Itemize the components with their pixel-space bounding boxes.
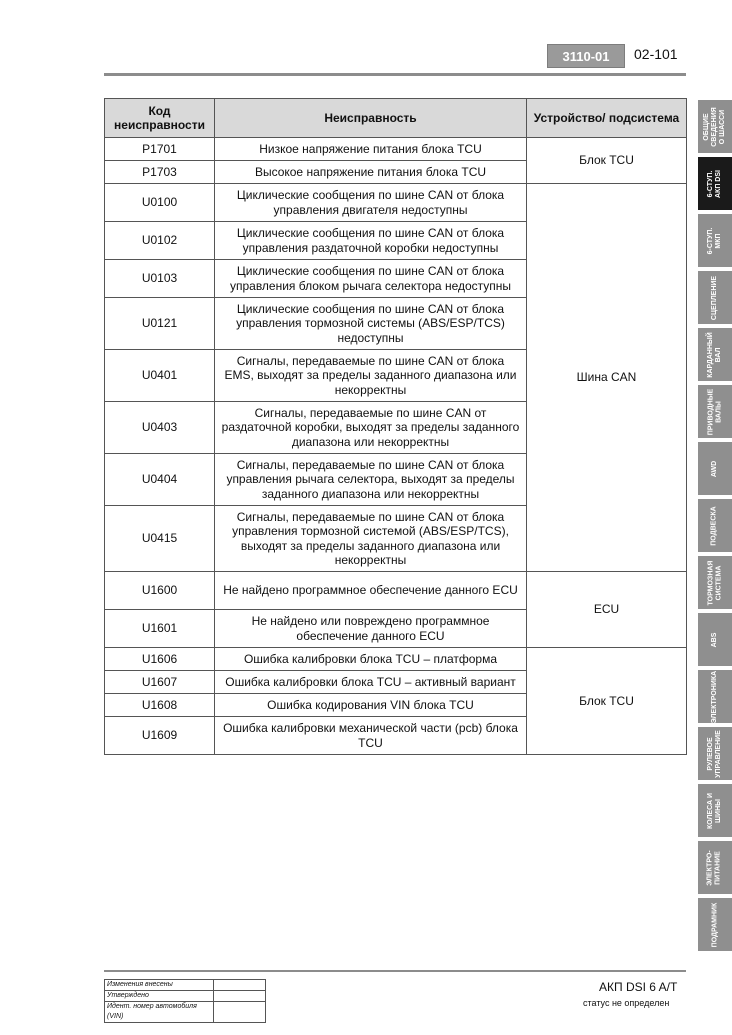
fault-description: Низкое напряжение питания блока TCU bbox=[215, 138, 527, 161]
footer-model: АКП DSI 6 A/T bbox=[599, 980, 678, 994]
fault-code: P1701 bbox=[105, 138, 215, 161]
fault-code: U1600 bbox=[105, 572, 215, 610]
side-tab-label: 6-СТУП. МКП bbox=[707, 227, 722, 254]
side-tab-label: ПОДРАМНИК bbox=[711, 902, 719, 947]
side-tab-label: ЭЛЕКТРО- ПИТАНИЕ bbox=[707, 849, 722, 886]
table-row bbox=[105, 648, 687, 671]
approval-value bbox=[214, 980, 266, 991]
side-tab-label: ABS bbox=[711, 632, 718, 647]
fault-code: U0404 bbox=[105, 454, 215, 506]
side-tab-suspension[interactable] bbox=[698, 499, 732, 552]
side-tab-power-supply[interactable] bbox=[698, 841, 732, 894]
fault-description: Не найдено или повреждено программное обеспечение данного ECU bbox=[215, 610, 527, 648]
fault-code: U0403 bbox=[105, 402, 215, 454]
fault-code: U0100 bbox=[105, 184, 215, 222]
side-tab-label: ПРИВОДНЫЕ ВАЛЫ bbox=[707, 388, 722, 435]
subsystem-cell: ECU bbox=[527, 572, 687, 648]
side-tab-abs[interactable] bbox=[698, 613, 732, 666]
fault-code-table bbox=[104, 98, 687, 755]
side-tab-subframe[interactable] bbox=[698, 898, 732, 951]
header-rule bbox=[104, 73, 686, 76]
side-tab-clutch[interactable] bbox=[698, 271, 732, 324]
approval-label: Идент. номер автомобиля (VIN) bbox=[105, 1002, 214, 1023]
table-row bbox=[105, 184, 687, 222]
side-tab-brake-system[interactable] bbox=[698, 556, 732, 609]
fault-description: Сигналы, передаваемые по шине CAN от блока управления тормозной системой (ABS/ESP/TCS), выходят за пределы заданного диапазона или некорректны bbox=[215, 506, 527, 572]
fault-description: Не найдено программное обеспечение данного ECU bbox=[215, 572, 527, 610]
approval-value bbox=[214, 1002, 266, 1023]
fault-description: Сигналы, передаваемые по шине CAN от блока EMS, выходят за пределы заданного диапазона или некорректны bbox=[215, 350, 527, 402]
fault-description: Циклические сообщения по шине CAN от блока управления блоком рычага селектора недоступны bbox=[215, 260, 527, 298]
fault-description: Ошибка калибровки механической части (pcb) блока TCU bbox=[215, 717, 527, 755]
side-tab-label: ПОДВЕСКА bbox=[711, 505, 719, 546]
fault-code: U1608 bbox=[105, 694, 215, 717]
side-tab-label: AWD bbox=[711, 460, 718, 477]
side-tab-label: КАРДАННЫЙ ВАЛ bbox=[707, 331, 722, 378]
side-tab-label: РУЛЕВОЕ УПРАВЛЕНИЕ bbox=[707, 729, 722, 778]
side-tab-electronics[interactable] bbox=[698, 670, 732, 723]
fault-description: Ошибка кодирования VIN блока TCU bbox=[215, 694, 527, 717]
fault-description: Циклические сообщения по шине CAN от блока управления двигателя недоступны bbox=[215, 184, 527, 222]
side-tab-wheels-tires[interactable] bbox=[698, 784, 732, 837]
fault-description: Высокое напряжение питания блока TCU bbox=[215, 161, 527, 184]
table-row bbox=[105, 1002, 266, 1023]
fault-description: Сигналы, передаваемые по шине CAN от раздаточной коробки, выходят за пределы заданного диапазона или некорректны bbox=[215, 402, 527, 454]
approval-value bbox=[214, 991, 266, 1002]
side-tab-drive-shafts[interactable] bbox=[698, 385, 732, 438]
fault-code: U0103 bbox=[105, 260, 215, 298]
fault-code: U1609 bbox=[105, 717, 215, 755]
side-tab-steering[interactable] bbox=[698, 727, 732, 780]
side-tab-label: 6-СТУП. АКП DSI bbox=[707, 169, 722, 198]
side-tab-label: ЭЛЕКТРОНИКА bbox=[711, 670, 719, 723]
side-tab-label: СЦЕПЛЕНИЕ bbox=[711, 275, 718, 320]
side-tab-label: ОБЩИЕ СВЕДЕНИЯ О ШАССИ bbox=[703, 106, 726, 147]
side-tab-awd[interactable] bbox=[698, 442, 732, 495]
fault-description: Сигналы, передаваемые по шине CAN от блока управления рычага селектора, выходят за пределы заданного диапазона или некорректны bbox=[215, 454, 527, 506]
section-code-badge: 3110-01 bbox=[547, 44, 625, 68]
table-row bbox=[105, 572, 687, 610]
fault-code: U0401 bbox=[105, 350, 215, 402]
table-row bbox=[105, 138, 687, 161]
fault-code: P1703 bbox=[105, 161, 215, 184]
fault-description: Циклические сообщения по шине CAN от блока управления раздаточной коробки недоступны bbox=[215, 222, 527, 260]
fault-code: U0415 bbox=[105, 506, 215, 572]
fault-code: U0121 bbox=[105, 298, 215, 350]
footer-status: статус не определен bbox=[583, 998, 670, 1008]
column-header-fault: Неисправность bbox=[215, 99, 527, 138]
approval-label: Утверждено bbox=[105, 991, 214, 1002]
table-row bbox=[105, 980, 266, 991]
approval-label: Изменения внесены bbox=[105, 980, 214, 991]
side-tab-6mt[interactable] bbox=[698, 214, 732, 267]
side-tab-label: КОЛЕСА И ШИНЫ bbox=[707, 792, 723, 829]
footer-rule bbox=[104, 970, 686, 972]
side-tab-propeller-shaft[interactable] bbox=[698, 328, 732, 381]
fault-code: U1606 bbox=[105, 648, 215, 671]
table-row bbox=[105, 991, 266, 1002]
fault-description: Ошибка калибровки блока TCU – активный вариант bbox=[215, 671, 527, 694]
table-header-row bbox=[105, 99, 687, 138]
fault-code: U0102 bbox=[105, 222, 215, 260]
side-tab-label: ТОРМОЗНАЯ СИСТЕМА bbox=[707, 560, 722, 605]
page-number: 02-101 bbox=[634, 46, 678, 62]
fault-description: Ошибка калибровки блока TCU – платформа bbox=[215, 648, 527, 671]
fault-code: U1607 bbox=[105, 671, 215, 694]
column-header-code: Код неисправности bbox=[105, 99, 215, 138]
fault-description: Циклические сообщения по шине CAN от блока управления тормозной системы (ABS/ESP/TCS) недоступны bbox=[215, 298, 527, 350]
approval-block bbox=[104, 979, 266, 1023]
fault-code: U1601 bbox=[105, 610, 215, 648]
side-tab-6at-dsi[interactable] bbox=[698, 157, 732, 210]
subsystem-cell: Блок TCU bbox=[527, 138, 687, 184]
side-tab-general-chassis[interactable] bbox=[698, 100, 732, 153]
subsystem-cell: Шина CAN bbox=[527, 184, 687, 572]
column-header-subsystem: Устройство/ подсистема bbox=[527, 99, 687, 138]
subsystem-cell: Блок TCU bbox=[527, 648, 687, 755]
